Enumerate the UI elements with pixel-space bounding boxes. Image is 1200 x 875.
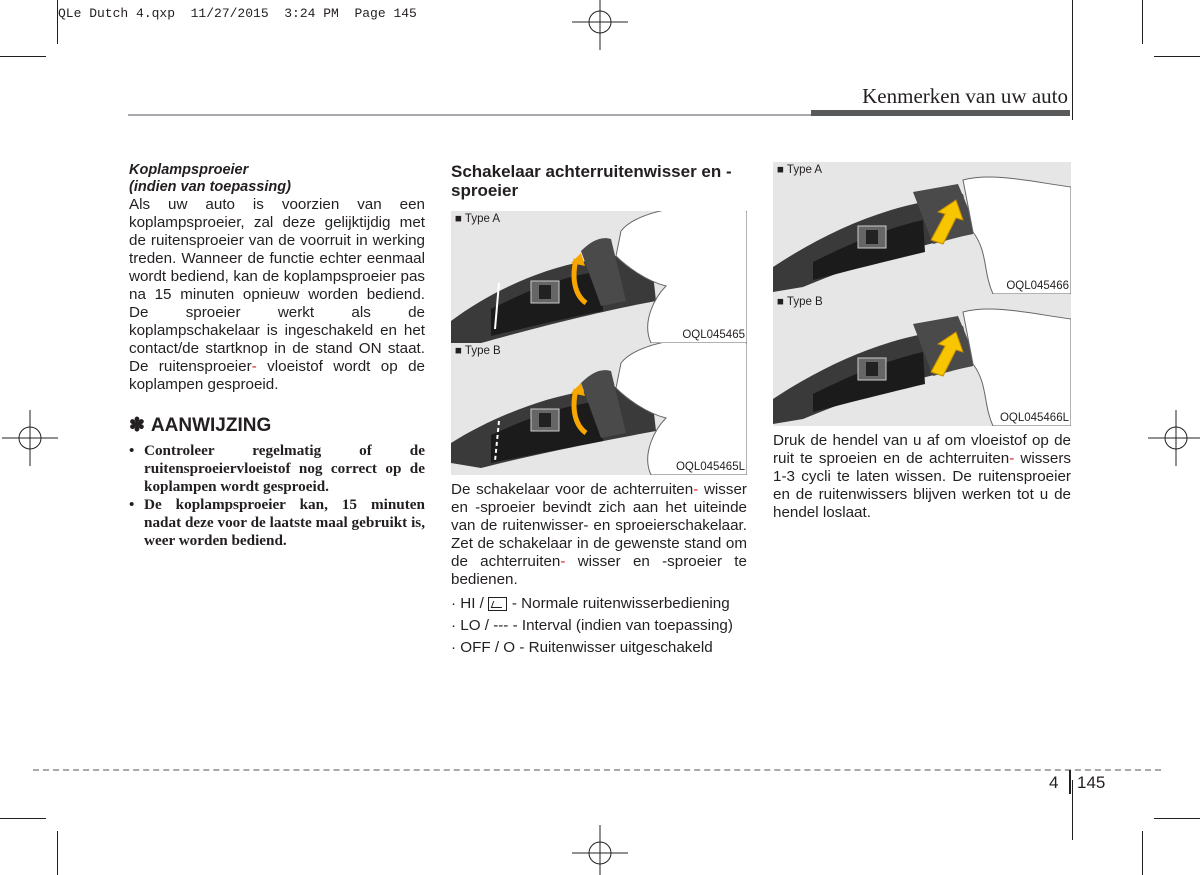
hyphen: - xyxy=(560,553,566,570)
body-paragraph xyxy=(451,481,747,589)
note-list xyxy=(129,442,425,550)
wiper-lever-illustration xyxy=(451,211,747,343)
print-header: QLe Dutch 4.qxp 11/27/2015 3:24 PM Page 145 xyxy=(58,6,417,21)
body-text: wissers 1-3 cycli te laten wissen. De ruitensproeier en de ruitenwissers blijven werken tot u de hendel loslaat. xyxy=(773,450,1071,521)
rear-wiper-icon xyxy=(488,597,507,611)
hyphen: - xyxy=(1009,450,1015,467)
figure-code: OQL045466L xyxy=(999,412,1069,424)
list-item-prefix: · HI / xyxy=(451,595,484,612)
list-item: • De koplampsproeier kan, 15 minuten nadat deze voor de laatste maal gebruikt is, weer worden bediend. xyxy=(129,496,425,550)
page-number: 145 xyxy=(1077,773,1106,792)
registration-mark-bottom xyxy=(572,825,628,875)
figure-type-b xyxy=(773,294,1071,426)
list-item: • Controleer regelmatig of de ruitensproeiervloeistof nog correct op de koplampen wordt gesproeid. xyxy=(129,442,425,496)
trim-line xyxy=(1072,780,1073,840)
list-item-text: - Normale ruitenwisserbediening xyxy=(511,595,730,612)
figure-code: OQL045465L xyxy=(675,461,745,473)
crop-mark xyxy=(0,56,46,57)
crop-mark xyxy=(1142,831,1143,875)
crop-mark xyxy=(57,831,58,875)
title-rule-accent xyxy=(811,110,1070,116)
list-item xyxy=(451,593,747,615)
note-asterisk-icon: ✽ xyxy=(129,415,145,436)
registration-mark-right xyxy=(1148,410,1200,466)
figure-type-label: ■ Type B xyxy=(455,345,501,357)
body-paragraph xyxy=(129,196,425,394)
figure-code: OQL045465 xyxy=(682,329,745,341)
body-text-tail: vloeistof wordt op de koplampen gesproeid. xyxy=(129,358,425,393)
registration-mark-left xyxy=(2,410,58,466)
switch-positions-list xyxy=(451,593,747,659)
body-text: wisser en -sproeier te bedienen. xyxy=(451,553,747,588)
list-item: · LO / --- - Interval (indien van toepassing) xyxy=(451,617,733,634)
body-text: De schakelaar voor de achterruiten xyxy=(451,481,694,498)
crop-mark xyxy=(0,818,46,819)
body-paragraph xyxy=(773,432,1071,522)
note-heading-label: AANWIJZING xyxy=(150,414,272,436)
sub-heading: Koplampsproeier xyxy=(129,162,249,178)
crop-mark xyxy=(1154,818,1200,819)
chapter-number: 4 xyxy=(1049,773,1059,792)
body-text: Druk de hendel van u af om vloeistof op de ruit te sproeien en de achterruiten xyxy=(773,432,1071,467)
footer-rule xyxy=(33,769,1161,771)
crop-mark xyxy=(1154,56,1200,57)
figure-code: OQL045466 xyxy=(1006,280,1069,292)
list-item: · OFF / O - Ruitenwisser uitgeschakeld xyxy=(451,639,713,656)
hyphen: - xyxy=(251,358,257,375)
section-title: Kenmerken van uw auto xyxy=(862,84,1068,108)
section-heading: Schakelaar achterruitenwisser en -sproeier xyxy=(451,162,732,200)
column-right xyxy=(773,162,1071,522)
figure-type-label: ■ Type A xyxy=(777,164,823,176)
body-text-main: Als uw auto is voorzien van een koplampsproeier, zal deze gelijktijdig met de ruitensproeier van de voorruit in werking treden. Wanneer de functie echter eenmaal wordt bediend, kan de koplampsproeier pas na 15 minuten opnieuw worden bediend. De sproeier werkt als de koplampschakelaar is ingeschakeld en het contact/de startknop in de stand ON staat. De ruitensproeier xyxy=(129,196,425,375)
figure-type-a xyxy=(451,211,747,343)
crop-mark xyxy=(1142,0,1143,44)
column-left xyxy=(129,162,425,550)
figure-type-b xyxy=(451,343,747,475)
footer-separator xyxy=(1069,770,1071,794)
figure-type-label: ■ Type A xyxy=(455,213,501,225)
column-middle xyxy=(451,162,747,659)
figure-type-label: ■ Type B xyxy=(777,296,823,308)
hyphen: - xyxy=(693,481,699,498)
body-text: wisser en -sproeier bevindt zich aan het uiteinde van de ruitenwisser- en sproeierschakelaar. Zet de schakelaar in de gewenste stand om de achterruiten xyxy=(451,481,747,570)
registration-mark-top xyxy=(572,0,628,50)
title-rule xyxy=(128,114,811,116)
wiper-push-illustration xyxy=(773,294,1071,426)
figure-type-a xyxy=(773,162,1071,294)
wiper-push-illustration xyxy=(773,162,1071,294)
sub-heading-qualifier: (indien van toepassing) xyxy=(129,179,291,195)
note-heading xyxy=(129,414,425,437)
trim-line xyxy=(1072,0,1073,120)
wiper-lever-illustration xyxy=(451,343,747,475)
